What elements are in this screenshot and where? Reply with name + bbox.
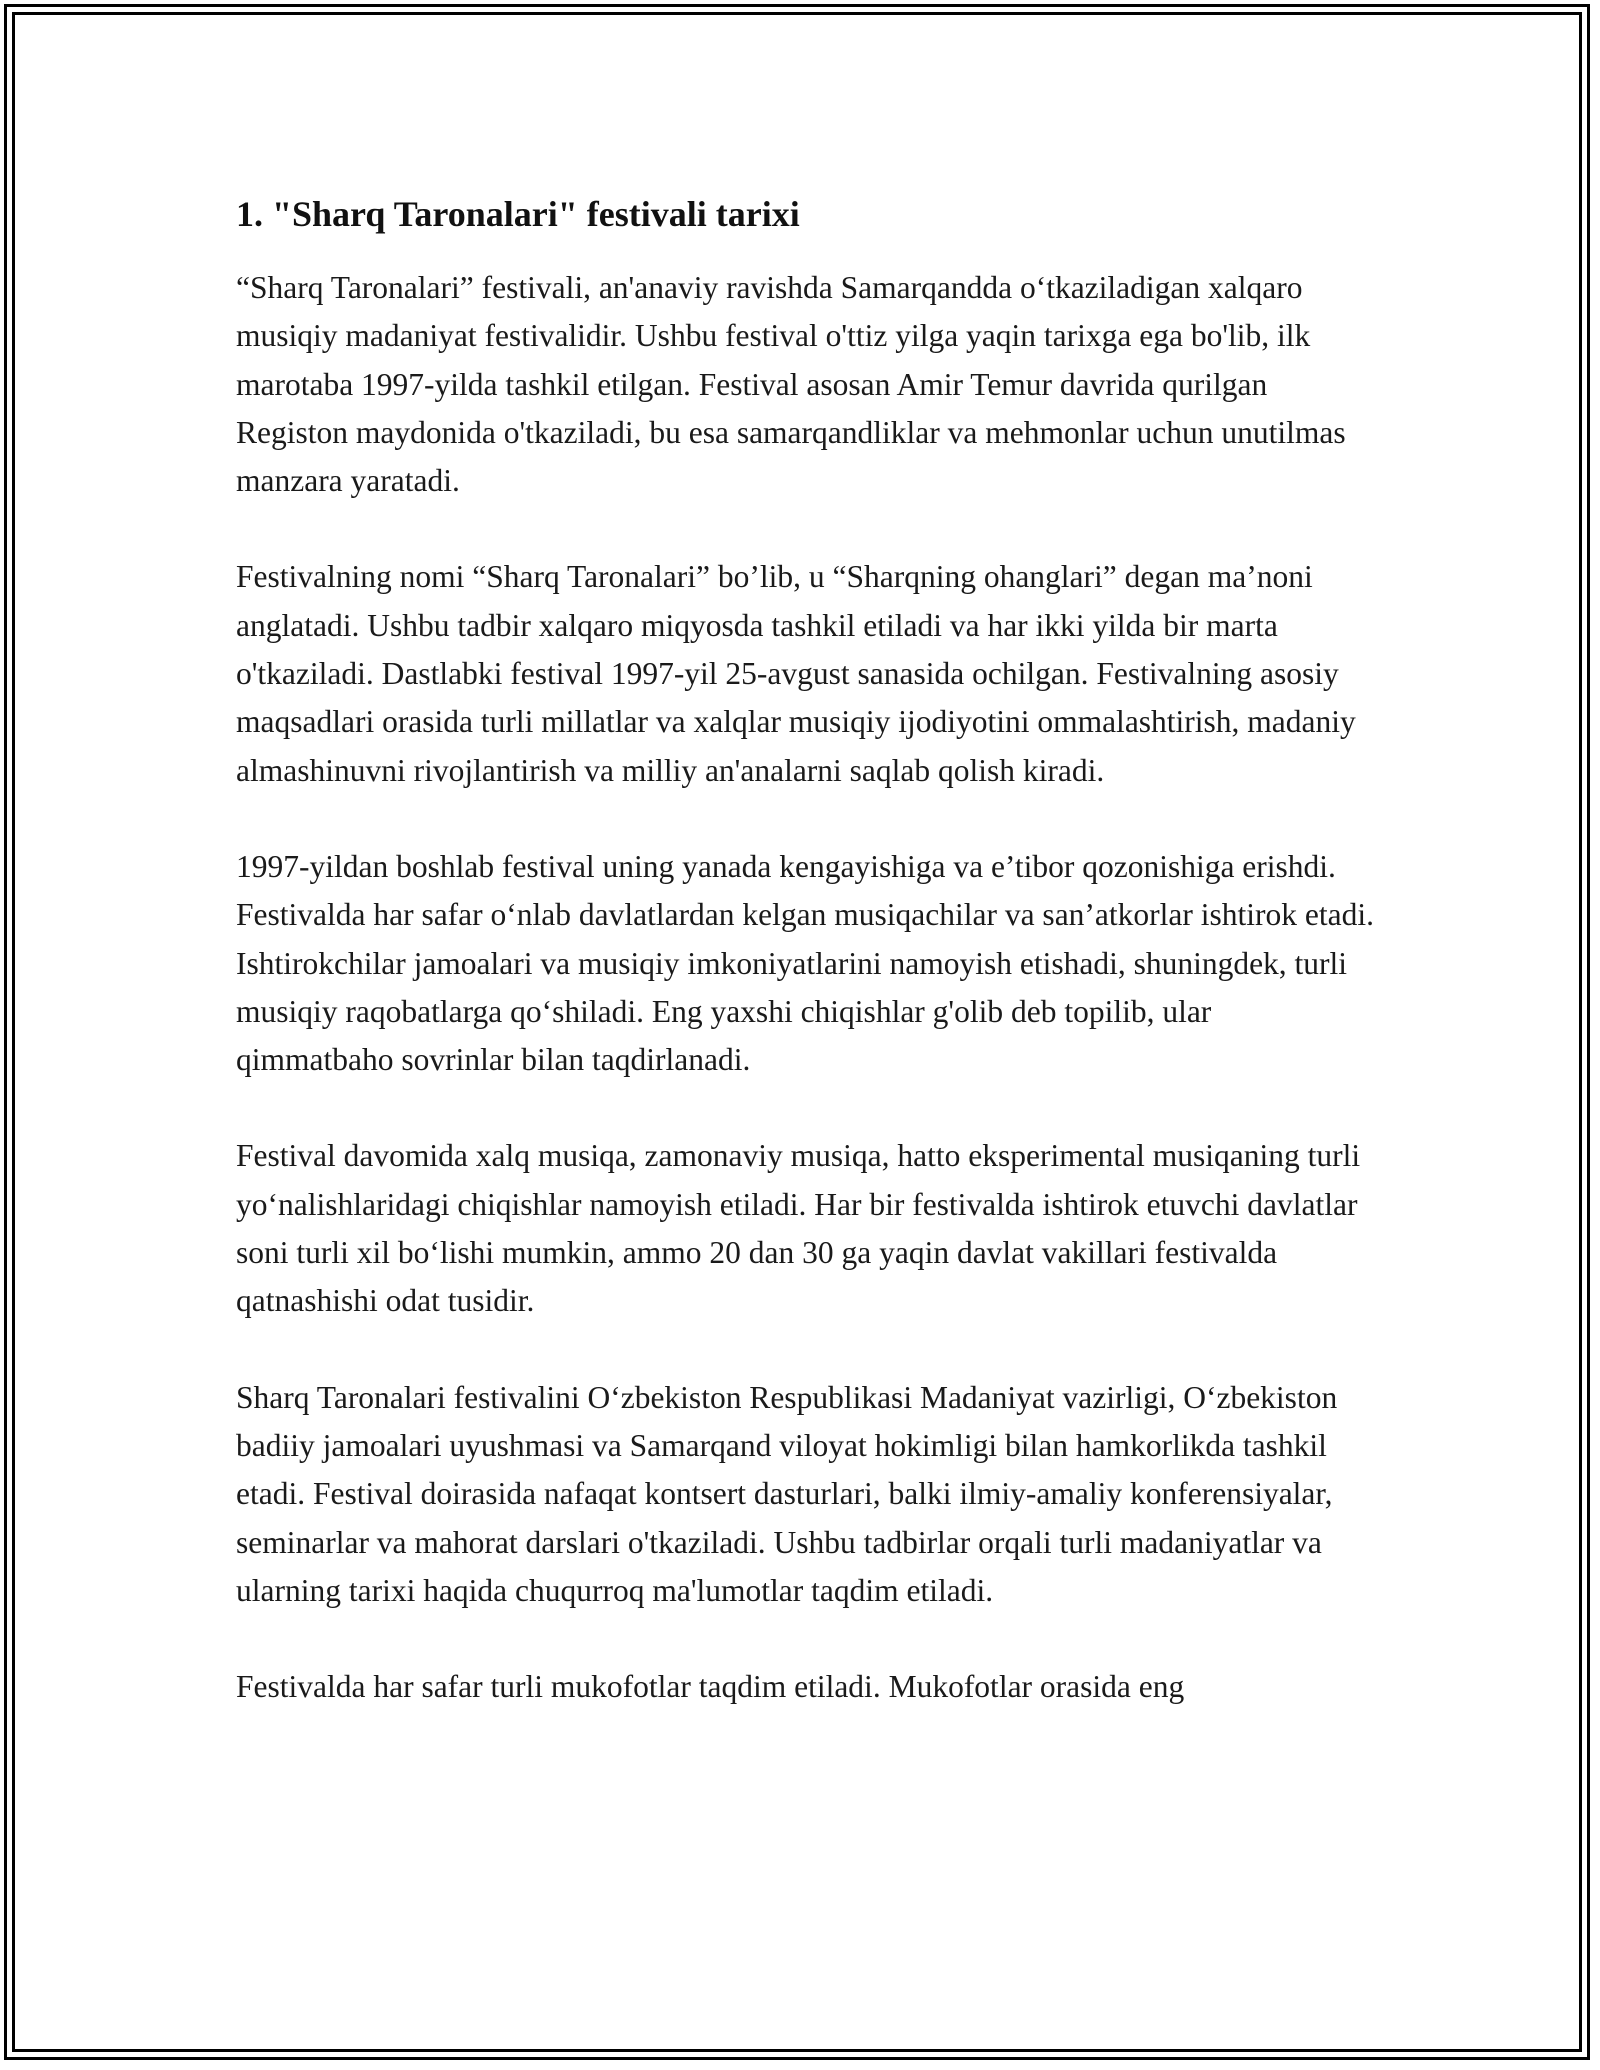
section-heading: 1. "Sharq Taronalari" festivali tarixi (236, 194, 800, 234)
paragraph-1: “Sharq Taronalari” festivali, an'anaviy ravishda Samarqandda o‘tkaziladigan xalqaro musiqiy madaniyat festivalidir. Ushbu festival o'ttiz yilga yaqin tarixga ega bo'lib, ilk marotaba 1997-yilda tashkil etilgan. Festival asosan Amir Temur davrida qurilgan Registon maydonida o'tkaziladi, bu esa samarqandliklar va mehmonlar uchun unutilmas manzara yaratadi. (236, 270, 1346, 499)
paragraph-4: Festival davomida xalq musiqa, zamonaviy musiqa, hatto eksperimental musiqaning turli yo‘nalishlaridagi chiqishlar namoyish etiladi. Har bir festivalda ishtirok etuvchi davlatlar soni turli xil bo‘lishi mumkin, ammo 20 dan 30 ga yaqin davlat vakillari festivalda qatnashishi odat tusidir. (236, 1138, 1361, 1319)
document-body (236, 188, 1376, 1759)
paragraph-5: Sharq Taronalari festivalini O‘zbekiston Respublikasi Madaniyat vazirligi, O‘zbekiston badiiy jamoalari uyushmasi va Samarqand viloyat hokimligi bilan hamkorlikda tashkil etadi. Festival doirasida nafaqat kontsert dasturlari, balki ilmiy-amaliy konferensiyalar, seminarlar va mahorat darslari o'tkaziladi. Ushbu tadbirlar orqali turli madaniyatlar va ularning tarixi haqida chuqurroq ma'lumotlar taqdim etiladi. (236, 1379, 1338, 1608)
paragraph-3: 1997-yildan boshlab festival uning yanada kengayishiga va e’tibor qozonishiga erishdi. Festivalda har safar o‘nlab davlatlardan kelgan musiqachilar va san’atkorlar ishtirok etadi. Ishtirokchilar jamoalari va musiqiy imkoniyatlarini namoyish etishadi, shuningdek, turli musiqiy raqobatlarga qo‘shiladi. Eng yaxshi chiqishlar g'olib deb topilib, ular qimmatbaho sovrinlar bilan taqdirlanadi. (236, 848, 1374, 1078)
paragraph-2: Festivalning nomi “Sharq Taronalari” bo’lib, u “Sharqning ohanglari” degan ma’noni anglatadi. Ushbu tadbir xalqaro miqyosda tashkil etiladi va har ikki yilda bir marta o'tkaziladi. Dastlabki festival 1997-yil 25-avgust sanasida ochilgan. Festivalning asosiy maqsadlari orasida turli millatlar va xalqlar musiqiy ijodiyotini ommalashtirish, madaniy almashinuvni rivojlantirish va milliy an'analarni saqlab qolish kiradi. (236, 559, 1356, 788)
paragraph-6: Festivalda har safar turli mukofotlar taqdim etiladi. Mukofotlar orasida eng (236, 1669, 1185, 1705)
